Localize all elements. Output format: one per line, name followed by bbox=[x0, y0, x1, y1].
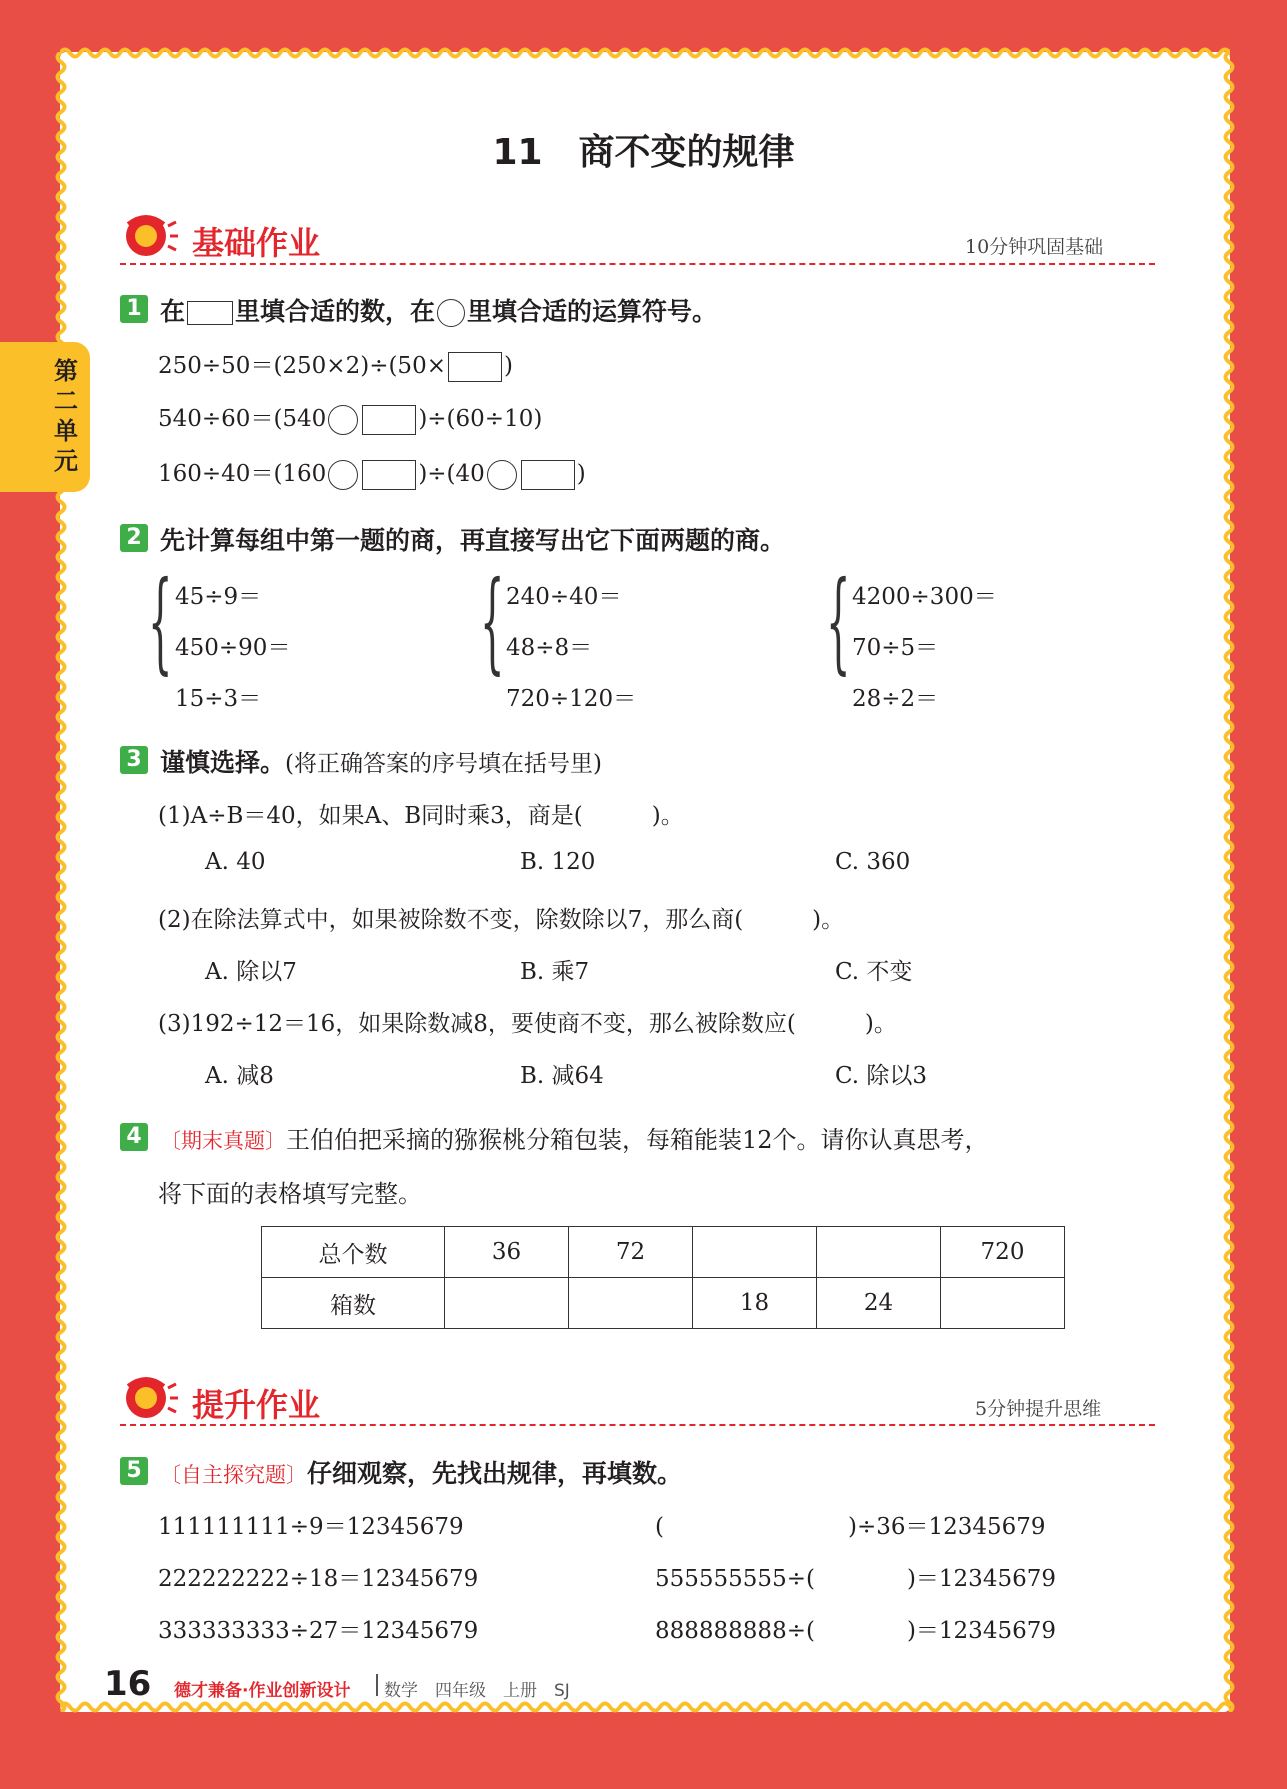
q1-line-3: 160÷40＝(160 )÷(40 ) bbox=[158, 455, 586, 490]
q2-g1-2: 450÷90＝ bbox=[175, 635, 291, 661]
q2-g2-3: 720÷120＝ bbox=[506, 686, 637, 712]
q2-brace-1: { bbox=[148, 557, 173, 685]
bottom-wave-border bbox=[60, 1700, 1230, 1714]
q2-g1-1: 45÷9＝ bbox=[175, 584, 262, 610]
page-title: 11 商不变的规律 bbox=[492, 132, 795, 173]
table-row bbox=[262, 1227, 1065, 1278]
table-cell: 24 bbox=[817, 1278, 941, 1329]
left-wave-border bbox=[54, 52, 68, 1712]
table-cell: 18 bbox=[693, 1278, 817, 1329]
unit-tab-label: 第二单元 bbox=[54, 357, 78, 475]
table-cell: 720 bbox=[941, 1227, 1065, 1278]
section-basic-note: 10分钟巩固基础 bbox=[965, 236, 1104, 258]
question-1-prompt: 在 里填合适的数，在 里填合适的运算符号。 bbox=[160, 297, 718, 326]
question-1-badge: 1 bbox=[120, 295, 148, 323]
table-cell[interactable] bbox=[569, 1278, 693, 1329]
q3-item-2-stem: (2)在除法算式中，如果被除数不变，除数除以7，那么商( )。 bbox=[158, 907, 845, 933]
q3-item-1-opt-a[interactable]: A. 40 bbox=[205, 849, 266, 875]
q5-left-2: 222222222÷18＝12345679 bbox=[158, 1566, 479, 1592]
question-2-prompt: 先计算每组中第一题的商，再直接写出它下面两题的商。 bbox=[160, 526, 786, 555]
q1-blank-3[interactable] bbox=[362, 460, 416, 490]
q2-g2-2: 48÷8＝ bbox=[506, 635, 593, 661]
q3-item-1-opt-c[interactable]: C. 360 bbox=[835, 849, 911, 875]
q1-circle-3[interactable] bbox=[487, 460, 517, 490]
section-advanced-title: 提升作业 bbox=[192, 1386, 321, 1424]
q5-right-1[interactable]: ( )÷36＝12345679 bbox=[655, 1514, 1046, 1540]
table-cell[interactable] bbox=[941, 1278, 1065, 1329]
q3-item-2-opt-c[interactable]: C. 不变 bbox=[835, 959, 913, 985]
q5-left-1: 111111111÷9＝12345679 bbox=[158, 1514, 464, 1540]
question-4-prompt-cont: 将下面的表格填写完整。 bbox=[158, 1180, 422, 1208]
page-number: 16 bbox=[104, 1664, 152, 1704]
lightbulb-icon bbox=[118, 212, 178, 264]
q1-blank-2[interactable] bbox=[362, 405, 416, 435]
section-basic-title: 基础作业 bbox=[192, 224, 321, 262]
lightbulb-icon bbox=[118, 1374, 178, 1426]
question-3-badge: 3 bbox=[120, 746, 148, 774]
q3-item-2-opt-a[interactable]: A. 除以7 bbox=[205, 959, 297, 985]
right-wave-border bbox=[1222, 52, 1236, 1712]
q1-circle-1[interactable] bbox=[328, 405, 358, 435]
section-advanced-divider bbox=[120, 1424, 1155, 1426]
q3-item-3-opt-b[interactable]: B. 减64 bbox=[520, 1063, 604, 1089]
q3-item-3-opt-c[interactable]: C. 除以3 bbox=[835, 1063, 928, 1089]
section-basic-divider bbox=[120, 263, 1155, 265]
table-row bbox=[262, 1278, 1065, 1329]
table-cell[interactable] bbox=[445, 1278, 569, 1329]
q2-g2-1: 240÷40＝ bbox=[506, 584, 622, 610]
q2-g3-1: 4200÷300＝ bbox=[852, 584, 997, 610]
q5-left-3: 333333333÷27＝12345679 bbox=[158, 1618, 479, 1644]
kiwi-table bbox=[261, 1226, 1065, 1329]
q2-g3-3: 28÷2＝ bbox=[852, 686, 939, 712]
q1-blank-1[interactable] bbox=[448, 352, 502, 382]
question-5-prompt: 〔自主探究题〕仔细观察，先找出规律，再填数。 bbox=[160, 1459, 683, 1488]
q2-brace-2: { bbox=[480, 557, 505, 685]
question-4-prompt: 〔期末真题〕王伯伯把采摘的猕猴桃分箱包装，每箱能装12个。请你认真思考， bbox=[160, 1126, 989, 1154]
table-cell: 总个数 bbox=[262, 1227, 445, 1278]
q5-right-2[interactable]: 555555555÷( )＝12345679 bbox=[655, 1566, 1056, 1592]
unit-tab bbox=[0, 342, 90, 492]
q1-line-1: 250÷50＝(250×2)÷(50× ) bbox=[158, 347, 513, 382]
q2-brace-3: { bbox=[826, 557, 851, 685]
footer-brand: 德才兼备·作业创新设计 bbox=[174, 1681, 351, 1701]
footer-subject: 数学 四年级 上册 SJ bbox=[384, 1681, 570, 1701]
question-4-badge: 4 bbox=[120, 1123, 148, 1151]
q3-item-3-opt-a[interactable]: A. 减8 bbox=[205, 1063, 274, 1089]
q1-circle-2[interactable] bbox=[328, 460, 358, 490]
table-cell[interactable] bbox=[817, 1227, 941, 1278]
top-wave-border bbox=[60, 46, 1230, 60]
table-cell: 72 bbox=[569, 1227, 693, 1278]
q3-item-1-stem: (1)A÷B＝40，如果A、B同时乘3，商是( )。 bbox=[158, 803, 684, 829]
question-3-prompt: 谨慎选择。(将正确答案的序号填在括号里) bbox=[160, 748, 602, 777]
q3-item-1-opt-b[interactable]: B. 120 bbox=[520, 849, 596, 875]
q2-g1-3: 15÷3＝ bbox=[175, 686, 262, 712]
table-cell: 箱数 bbox=[262, 1278, 445, 1329]
q3-item-2-opt-b[interactable]: B. 乘7 bbox=[520, 959, 590, 985]
footer-divider bbox=[376, 1674, 378, 1696]
q3-item-3-stem: (3)192÷12＝16，如果除数减8，要使商不变，那么被除数应( )。 bbox=[158, 1011, 897, 1037]
question-5-badge: 5 bbox=[120, 1457, 148, 1485]
q1-line-2: 540÷60＝(540 )÷(60÷10) bbox=[158, 400, 542, 435]
q1-blank-4[interactable] bbox=[521, 460, 575, 490]
table-cell: 36 bbox=[445, 1227, 569, 1278]
q2-g3-2: 70÷5＝ bbox=[852, 635, 939, 661]
question-2-badge: 2 bbox=[120, 524, 148, 552]
table-cell[interactable] bbox=[693, 1227, 817, 1278]
section-advanced-note: 5分钟提升思维 bbox=[975, 1398, 1102, 1420]
q5-right-3[interactable]: 888888888÷( )＝12345679 bbox=[655, 1618, 1056, 1644]
